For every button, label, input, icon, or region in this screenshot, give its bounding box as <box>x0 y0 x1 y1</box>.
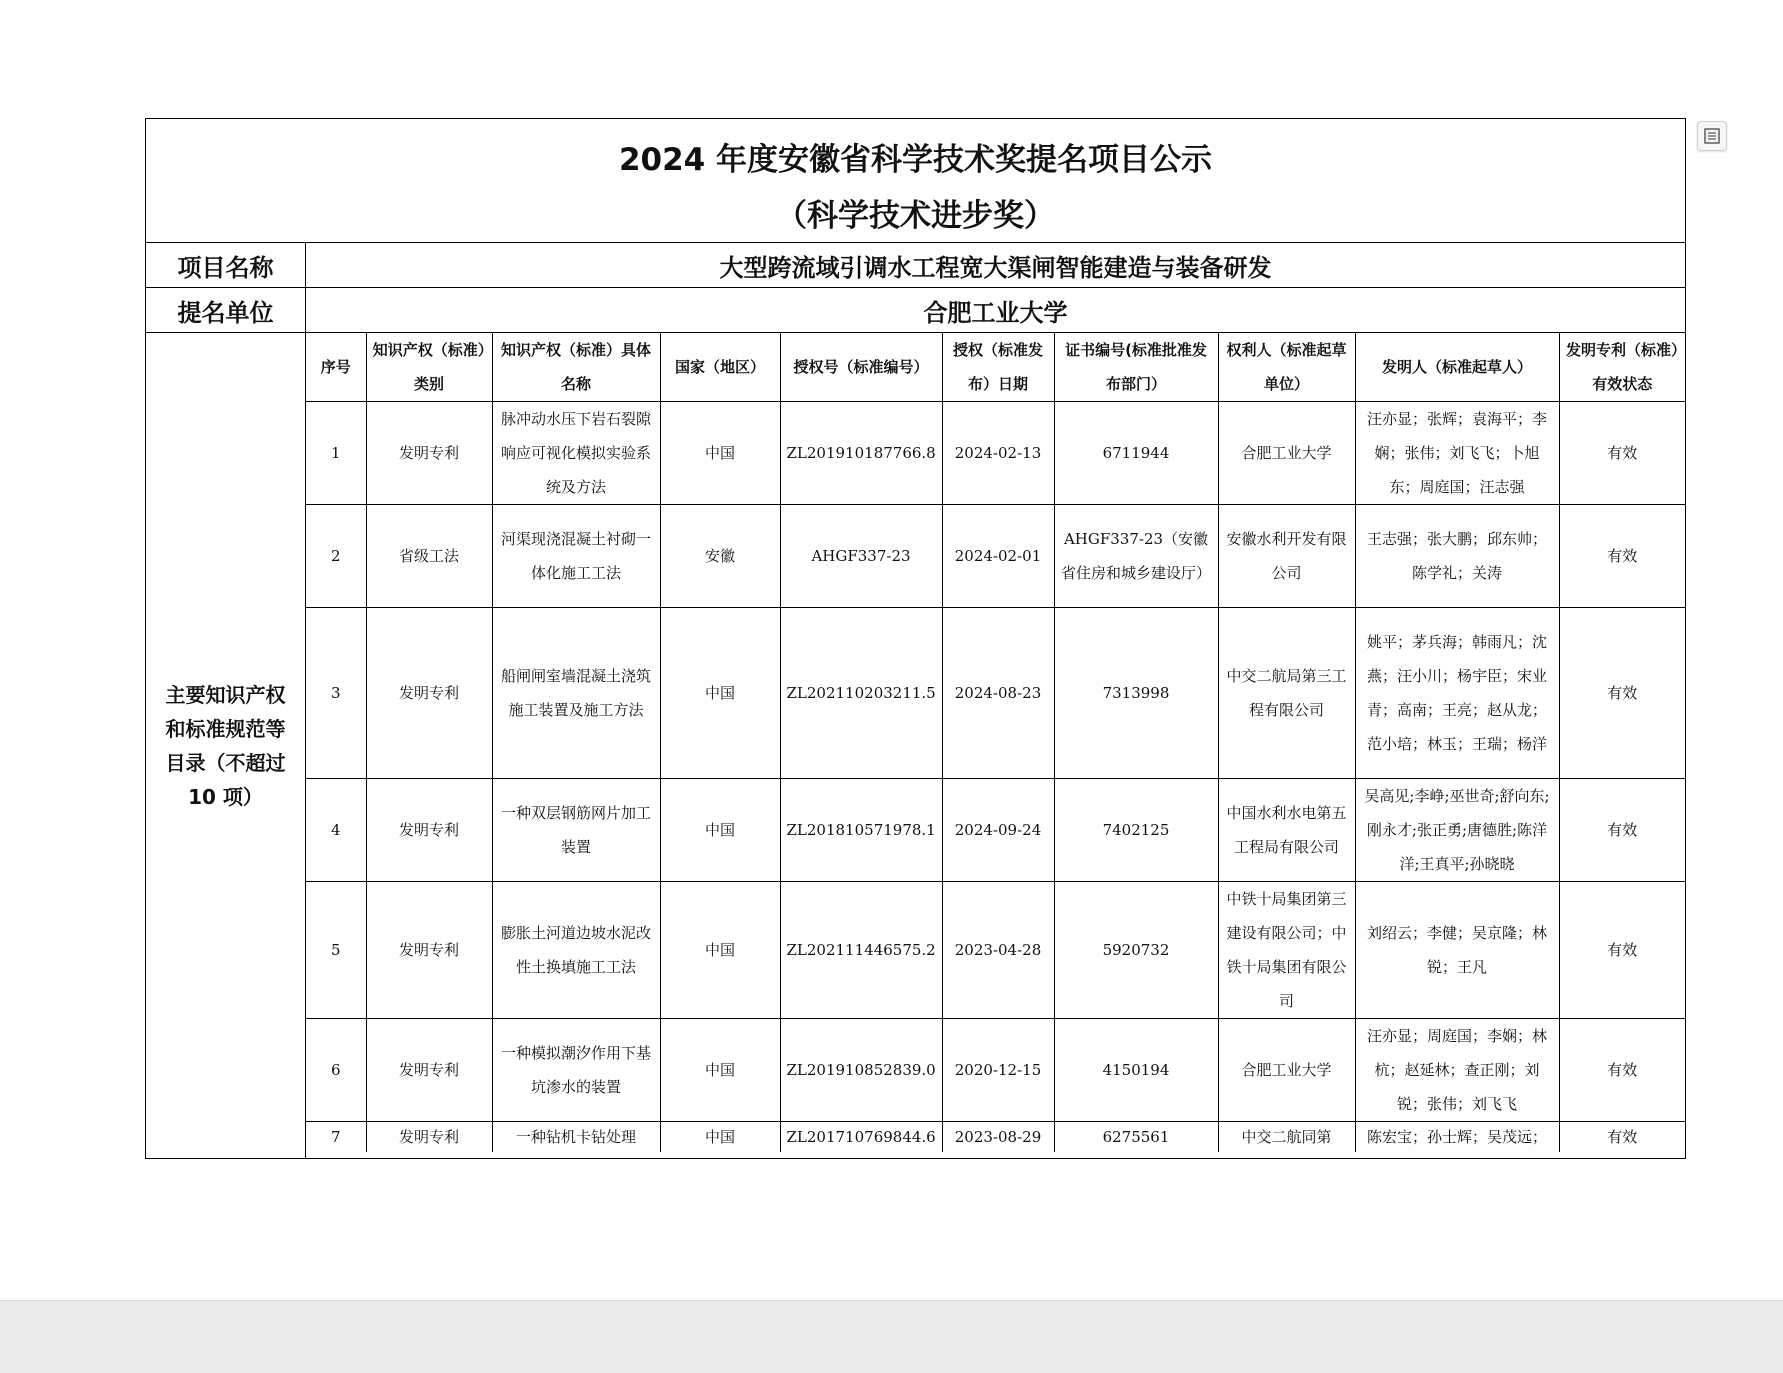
page-title: 2024 年度安徽省科学技术奖提名项目公示 <box>618 142 1213 178</box>
cell-owner: 中交二航局第三工程有限公司 <box>1218 608 1355 779</box>
viewer-bottom-bar <box>0 1300 1783 1373</box>
cell-inventors: 陈宏宝；孙士辉；吴茂远； <box>1355 1122 1559 1153</box>
fit-page-icon[interactable] <box>1697 121 1727 151</box>
nominating-unit-value: 合肥工业大学 <box>923 298 1068 327</box>
cell-status: 有效 <box>1559 1019 1685 1122</box>
nominating-unit-label: 提名单位 <box>146 288 306 332</box>
col-header: 发明专利（标准）有效状态 <box>1559 333 1685 402</box>
cell-country: 中国 <box>660 608 780 779</box>
cell-name: 一种双层钢筋网片加工装置 <box>492 779 660 882</box>
table-row <box>306 1122 1685 1153</box>
cell-name: 一种钻机卡钻处理 <box>492 1122 660 1153</box>
cell-name: 一种模拟潮汐作用下基坑渗水的装置 <box>492 1019 660 1122</box>
cell-no: 2 <box>306 505 366 608</box>
cell-inventors: 汪亦显；张辉；袁海平；李娴；张伟；刘飞飞；卜旭东；周庭国；汪志强 <box>1355 402 1559 505</box>
project-name-label: 项目名称 <box>146 243 306 287</box>
table-row <box>306 402 1685 505</box>
cell-date: 2020-12-15 <box>942 1019 1054 1122</box>
col-header: 知识产权（标准）具体名称 <box>492 333 660 402</box>
cell-cert: 7313998 <box>1054 608 1218 779</box>
cell-auth-no: AHGF337-23 <box>780 505 942 608</box>
cell-no: 4 <box>306 779 366 882</box>
table-row <box>306 1019 1685 1122</box>
cell-owner: 中铁十局集团第三建设有限公司；中铁十局集团有限公司 <box>1218 882 1355 1019</box>
table-row <box>306 608 1685 779</box>
cell-auth-no: ZL202111446575.2 <box>780 882 942 1019</box>
cell-cert: 4150194 <box>1054 1019 1218 1122</box>
document-page <box>145 118 1686 1159</box>
cell-name: 河渠现浇混凝土衬砌一体化施工工法 <box>492 505 660 608</box>
cell-no: 5 <box>306 882 366 1019</box>
cell-auth-no: ZL201710769844.6 <box>780 1122 942 1153</box>
project-name-row <box>146 243 1685 288</box>
cell-name: 船闸闸室墙混凝土浇筑施工装置及施工方法 <box>492 608 660 779</box>
cell-date: 2024-09-24 <box>942 779 1054 882</box>
cell-country: 中国 <box>660 1122 780 1153</box>
cell-auth-no: ZL201910852839.0 <box>780 1019 942 1122</box>
cell-type: 发明专利 <box>366 779 492 882</box>
cell-cert: AHGF337-23（安徽省住房和城乡建设厅） <box>1054 505 1218 608</box>
cell-owner: 安徽水利开发有限公司 <box>1218 505 1355 608</box>
table-row <box>306 779 1685 882</box>
col-header: 发明人（标准起草人） <box>1355 333 1559 402</box>
cell-owner: 中国水利水电第五工程局有限公司 <box>1218 779 1355 882</box>
cell-country: 中国 <box>660 779 780 882</box>
cell-no: 3 <box>306 608 366 779</box>
nominating-unit-row <box>146 288 1685 333</box>
cell-date: 2024-08-23 <box>942 608 1054 779</box>
cell-date: 2024-02-01 <box>942 505 1054 608</box>
cell-country: 中国 <box>660 1019 780 1122</box>
cell-inventors: 吴高见;李峥;巫世奇;舒向东;刚永才;张正勇;唐德胜;陈洋洋;王真平;孙晓晓 <box>1355 779 1559 882</box>
cell-status: 有效 <box>1559 505 1685 608</box>
cell-inventors: 王志强；张大鹏；邱东帅；陈学礼；关涛 <box>1355 505 1559 608</box>
cell-inventors: 刘绍云；李健；吴京隆；林锐；王凡 <box>1355 882 1559 1019</box>
cell-auth-no: ZL201910187766.8 <box>780 402 942 505</box>
cell-type: 发明专利 <box>366 608 492 779</box>
cell-date: 2023-08-29 <box>942 1122 1054 1153</box>
col-header: 授权号（标准编号） <box>780 333 942 402</box>
cell-auth-no: ZL201810571978.1 <box>780 779 942 882</box>
cell-no: 6 <box>306 1019 366 1122</box>
ip-table-header <box>306 333 1685 402</box>
col-header: 知识产权（标准）类别 <box>366 333 492 402</box>
ip-table <box>306 333 1685 1152</box>
cell-country: 安徽 <box>660 505 780 608</box>
cell-inventors: 姚平；茅兵海；韩雨凡；沈燕；汪小川；杨宇臣；宋业青；高南；王亮；赵从龙；范小培；林玉；王瑞；杨洋 <box>1355 608 1559 779</box>
page-subtitle: （科学技术进步奖） <box>776 198 1055 234</box>
cell-status: 有效 <box>1559 1122 1685 1153</box>
cell-owner: 合肥工业大学 <box>1218 1019 1355 1122</box>
cell-owner: 中交二航同第 <box>1218 1122 1355 1153</box>
cell-status: 有效 <box>1559 402 1685 505</box>
col-header: 国家（地区） <box>660 333 780 402</box>
cell-auth-no: ZL202110203211.5 <box>780 608 942 779</box>
cell-name: 膨胀土河道边坡水泥改性土换填施工工法 <box>492 882 660 1019</box>
cell-no: 7 <box>306 1122 366 1153</box>
col-header: 权利人（标准起草单位） <box>1218 333 1355 402</box>
cell-date: 2023-04-28 <box>942 882 1054 1019</box>
cell-status: 有效 <box>1559 882 1685 1019</box>
cell-type: 发明专利 <box>366 402 492 505</box>
ip-section-label: 主要知识产权和标准规范等目录（不超过 10 项） <box>146 333 306 1158</box>
cell-date: 2024-02-13 <box>942 402 1054 505</box>
cell-country: 中国 <box>660 882 780 1019</box>
cell-cert: 6711944 <box>1054 402 1218 505</box>
cell-inventors: 汪亦显；周庭国；李娴；林杭；赵延林；查正刚；刘锐；张伟；刘飞飞 <box>1355 1019 1559 1122</box>
table-row <box>306 882 1685 1019</box>
cell-status: 有效 <box>1559 779 1685 882</box>
cell-type: 发明专利 <box>366 882 492 1019</box>
col-header: 序号 <box>306 333 366 402</box>
cell-cert: 5920732 <box>1054 882 1218 1019</box>
table-row <box>306 505 1685 608</box>
cell-country: 中国 <box>660 402 780 505</box>
cell-cert: 6275561 <box>1054 1122 1218 1153</box>
col-header: 证书编号(标准批准发布部门） <box>1054 333 1218 402</box>
cell-cert: 7402125 <box>1054 779 1218 882</box>
title-block <box>146 119 1685 243</box>
cell-owner: 合肥工业大学 <box>1218 402 1355 505</box>
project-name-value: 大型跨流域引调水工程宽大渠闸智能建造与装备研发 <box>719 253 1272 282</box>
cell-name: 脉冲动水压下岩石裂隙响应可视化模拟实验系统及方法 <box>492 402 660 505</box>
cell-no: 1 <box>306 402 366 505</box>
cell-type: 发明专利 <box>366 1122 492 1153</box>
cell-status: 有效 <box>1559 608 1685 779</box>
cell-type: 发明专利 <box>366 1019 492 1122</box>
cell-type: 省级工法 <box>366 505 492 608</box>
col-header: 授权（标准发布）日期 <box>942 333 1054 402</box>
